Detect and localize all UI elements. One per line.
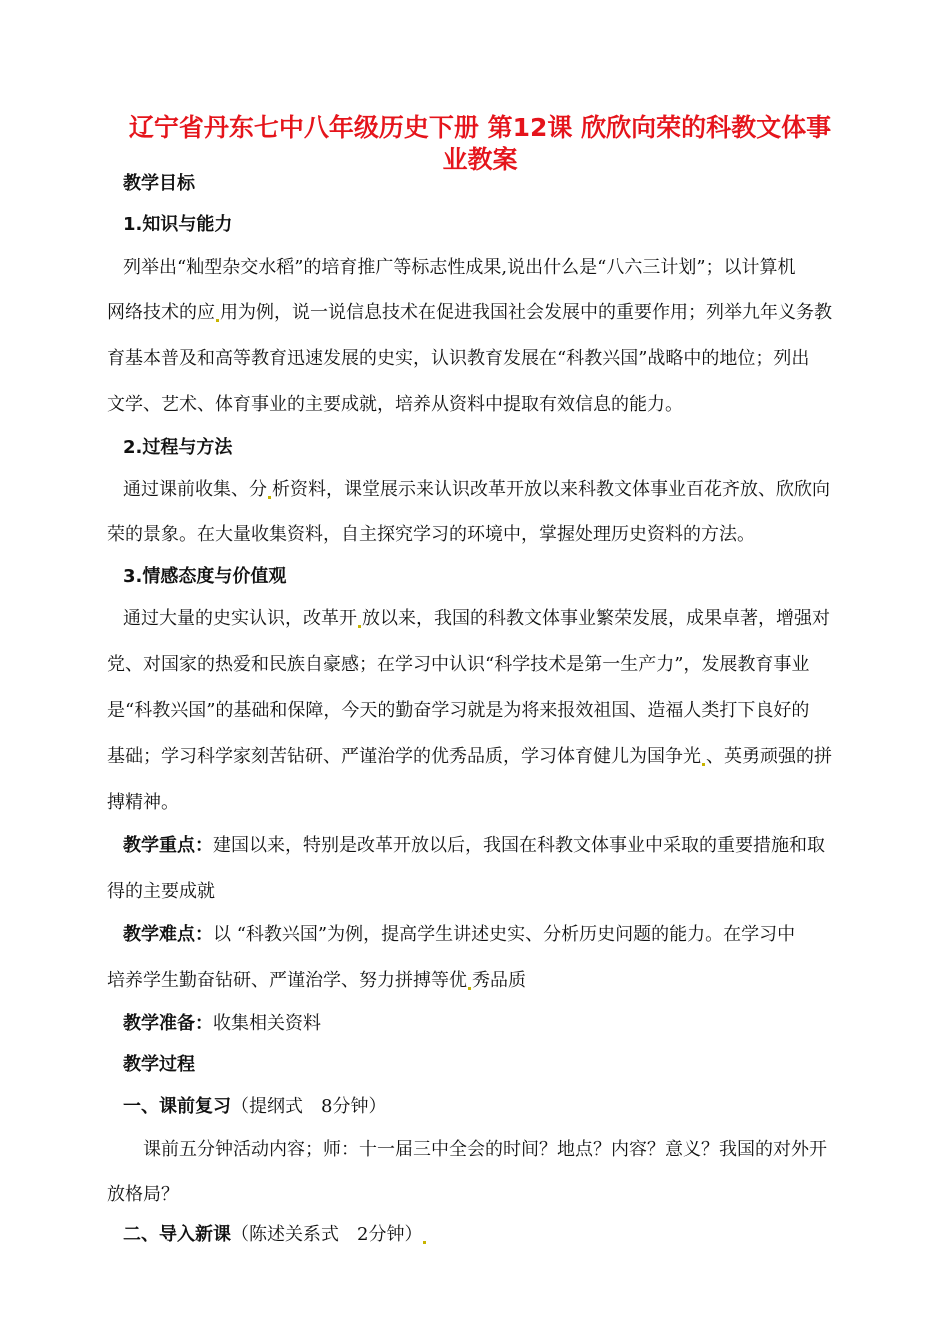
paragraph-line: 搏精神。 <box>107 792 179 813</box>
stray-mark <box>423 1241 426 1244</box>
title-line-1: 辽宁省丹东七中八年级历史下册 第12课 欣欣向荣的科教文体事 <box>128 113 832 142</box>
step-review-label: 一、课前复习 <box>123 1096 231 1117</box>
subheading-knowledge: 1.知识与能力 <box>123 214 233 235</box>
stray-mark <box>468 987 471 990</box>
difficulties: 教学难点：以 “科教兴国”为例，提高学生讲述史实、分析历史问题的能力。在学习中 <box>123 924 796 945</box>
paragraph-line: 荣的景象。在大量收集资料，自主探究学习的环境中，掌握处理历史资料的方法。 <box>107 524 755 545</box>
paragraph-line: 基础；学习科学家刻苦钻研、严谨治学的优秀品质，学习体育健儿为国争光 、英勇顽强的拼 <box>107 746 832 767</box>
key-points-label: 教学重点： <box>123 835 213 856</box>
difficulties-label: 教学难点： <box>123 924 213 945</box>
paragraph-line: 文学、艺术、体育事业的主要成就，培养从资料中提取有效信息的能力。 <box>107 394 683 415</box>
step-intro-label: 二、导入新课 <box>123 1224 231 1245</box>
subheading-attitude: 3.情感态度与价值观 <box>123 566 287 587</box>
step-review: 一、课前复习（提纲式 8分钟） <box>123 1096 387 1117</box>
paragraph-line: 是“科教兴国”的基础和保障，今天的勤奋学习就是为将来报效祖国、造福人类打下良好的 <box>107 700 810 721</box>
stray-mark <box>702 763 705 766</box>
title-line-2: 业教案 <box>442 145 518 174</box>
subheading-process: 2.过程与方法 <box>123 437 233 458</box>
stray-mark <box>216 319 219 322</box>
paragraph-line: 党、对国家的热爱和民族自豪感；在学习中认识“科学技术是第一生产力”，发展教育事业 <box>107 654 810 675</box>
section-heading-objectives: 教学目标 <box>123 173 195 194</box>
paragraph-line: 得的主要成就 <box>107 881 215 902</box>
key-points: 教学重点：建国以来，特别是改革开放以后，我国在科教文体事业中采取的重要措施和取 <box>123 835 825 856</box>
paragraph-line: 育基本普及和高等教育迅速发展的史实，认识教育发展在“科教兴国”战略中的地位；列出 <box>107 348 810 369</box>
paragraph-line: 课前五分钟活动内容；师：十一届三中全会的时间？地点？内容？意义？我国的对外开 <box>143 1139 827 1160</box>
stray-mark <box>268 496 271 499</box>
document-title <box>90 112 870 176</box>
step-intro: 二、导入新课（陈述关系式 2分钟） <box>123 1222 891 1248</box>
paragraph-line: 通过课前收集、分 析资料，课堂展示来认识改革开放以来科教文体事业百花齐放、欣欣向 <box>123 479 830 500</box>
section-heading-process: 教学过程 <box>123 1054 195 1075</box>
paragraph-line: 列举出“籼型杂交水稻”的培育推广等标志性成果,说出什么是“八六三计划”；以计算机 <box>123 257 796 278</box>
preparation-label: 教学准备： <box>123 1013 213 1034</box>
paragraph-line: 放格局？ <box>107 1184 179 1205</box>
paragraph-line: 通过大量的史实认识，改革开 放以来，我国的科教文体事业繁荣发展，成果卓著，增强对 <box>123 608 830 629</box>
preparation: 教学准备：收集相关资料 <box>123 1013 321 1034</box>
paragraph-line: 网络技术的应 用为例，说一说信息技术在促进我国社会发展中的重要作用；列举九年义务教 <box>107 302 832 323</box>
paragraph-line: 培养学生勤奋钻研、严谨治学、努力拼搏等优 秀品质 <box>107 970 526 991</box>
stray-mark <box>358 625 361 628</box>
